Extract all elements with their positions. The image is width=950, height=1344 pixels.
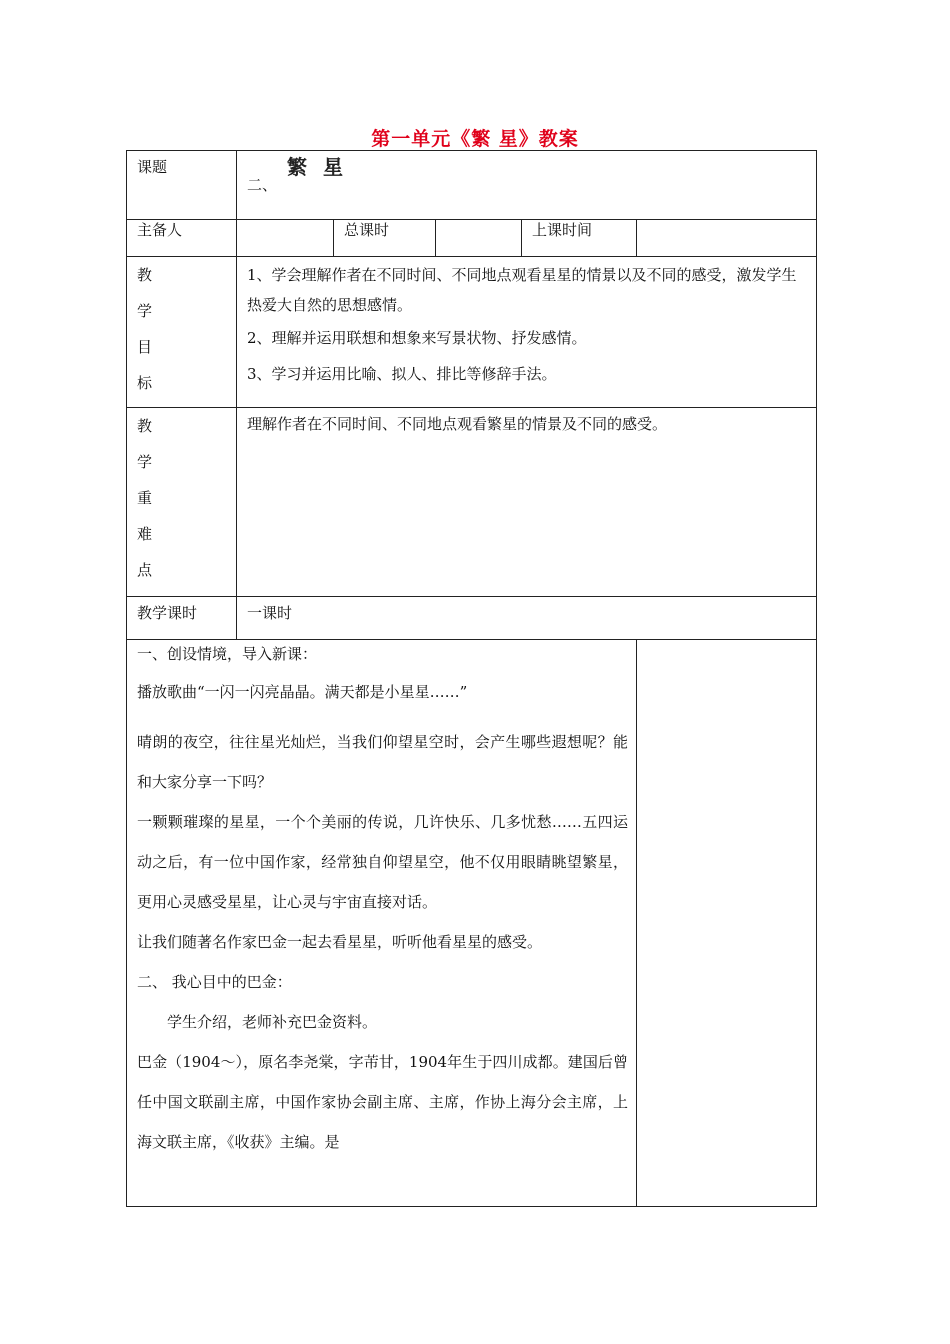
lesson-name: 繁星 [287,155,359,179]
preparer-label: 主备人 [127,220,237,257]
goals-label-char: 学 [137,302,153,320]
goal-item: 3、学习并运用比喻、拟人、排比等修辞手法。 [247,365,557,383]
key-points-label-char: 学 [137,453,153,471]
body-paragraph: 一、创设情境，导入新课： [137,645,318,663]
body-paragraph: 一颗颗璀璨的星星，一个个美丽的传说，几许快乐、几多忧愁……五四运动之后，有一位中国作家，经常独自仰望星空，他不仅用眼睛眺望繁星，更用心灵感受星星，让心灵与宇宙直接对话。 [137,813,628,911]
key-points-label-char: 难 [137,525,153,543]
lesson-label: 课题 [127,151,237,220]
goal-item: 1、学会理解作者在不同时间、不同地点观看星星的情景以及不同的感受，激发学生热爱大自然的思想感情。 [247,266,797,314]
hours-label: 教学课时 [127,597,237,640]
body-notes [637,640,817,1207]
class-time-value [637,220,817,257]
lesson-body [127,640,637,1207]
body-paragraph: 晴朗的夜空，往往星光灿烂，当我们仰望星空时，会产生哪些遐想呢？能和大家分享一下吗？ [137,733,628,791]
key-points-text: 理解作者在不同时间、不同地点观看繁星的情景及不同的感受。 [237,408,817,597]
hours-value: 一课时 [237,597,817,640]
hours-row [127,597,817,640]
goals-label [127,257,237,408]
total-hours-value [436,220,522,257]
lesson-title-cell [237,151,817,220]
body-paragraph: 二、 我心目中的巴金： [137,973,292,991]
preparer-value [237,220,334,257]
key-points-label-char: 教 [137,417,153,435]
goals-label-char: 标 [137,374,153,392]
meta-row [127,220,817,257]
goals-content [237,257,817,408]
goal-item: 2、理解并运用联想和想象来写景状物、抒发感情。 [247,329,587,347]
body-row [127,640,817,1207]
class-time-label: 上课时间 [522,220,637,257]
body-paragraph: 学生介绍，老师补充巴金资料。 [167,1013,378,1031]
key-points-label-char: 重 [137,489,153,507]
goals-label-char: 目 [137,338,153,356]
body-paragraph: 让我们随著名作家巴金一起去看星星，听听他看星星的感受。 [137,933,543,951]
lesson-title-row [127,151,817,220]
body-paragraph: 巴金（1904～），原名李尧棠，字芾甘，1904年生于四川成都。建国后曾任中国文联副主席，中国作家协会副主席、主席，作协上海分会主席，上海文联主席，《收获》主编。是 [137,1053,628,1151]
total-hours-label: 总课时 [334,220,436,257]
key-points-row [127,408,817,597]
key-points-label-char: 点 [137,561,153,579]
lesson-number: 二、 [247,176,278,194]
goals-label-char: 教 [137,266,153,284]
page-title: 第一单元《繁 星》教案 [371,128,579,150]
body-paragraph: 播放歌曲“一闪一闪亮晶晶。满天都是小星星……” [137,683,468,701]
lesson-plan-table [126,150,817,1207]
key-points-label [127,408,237,597]
goals-row [127,257,817,408]
